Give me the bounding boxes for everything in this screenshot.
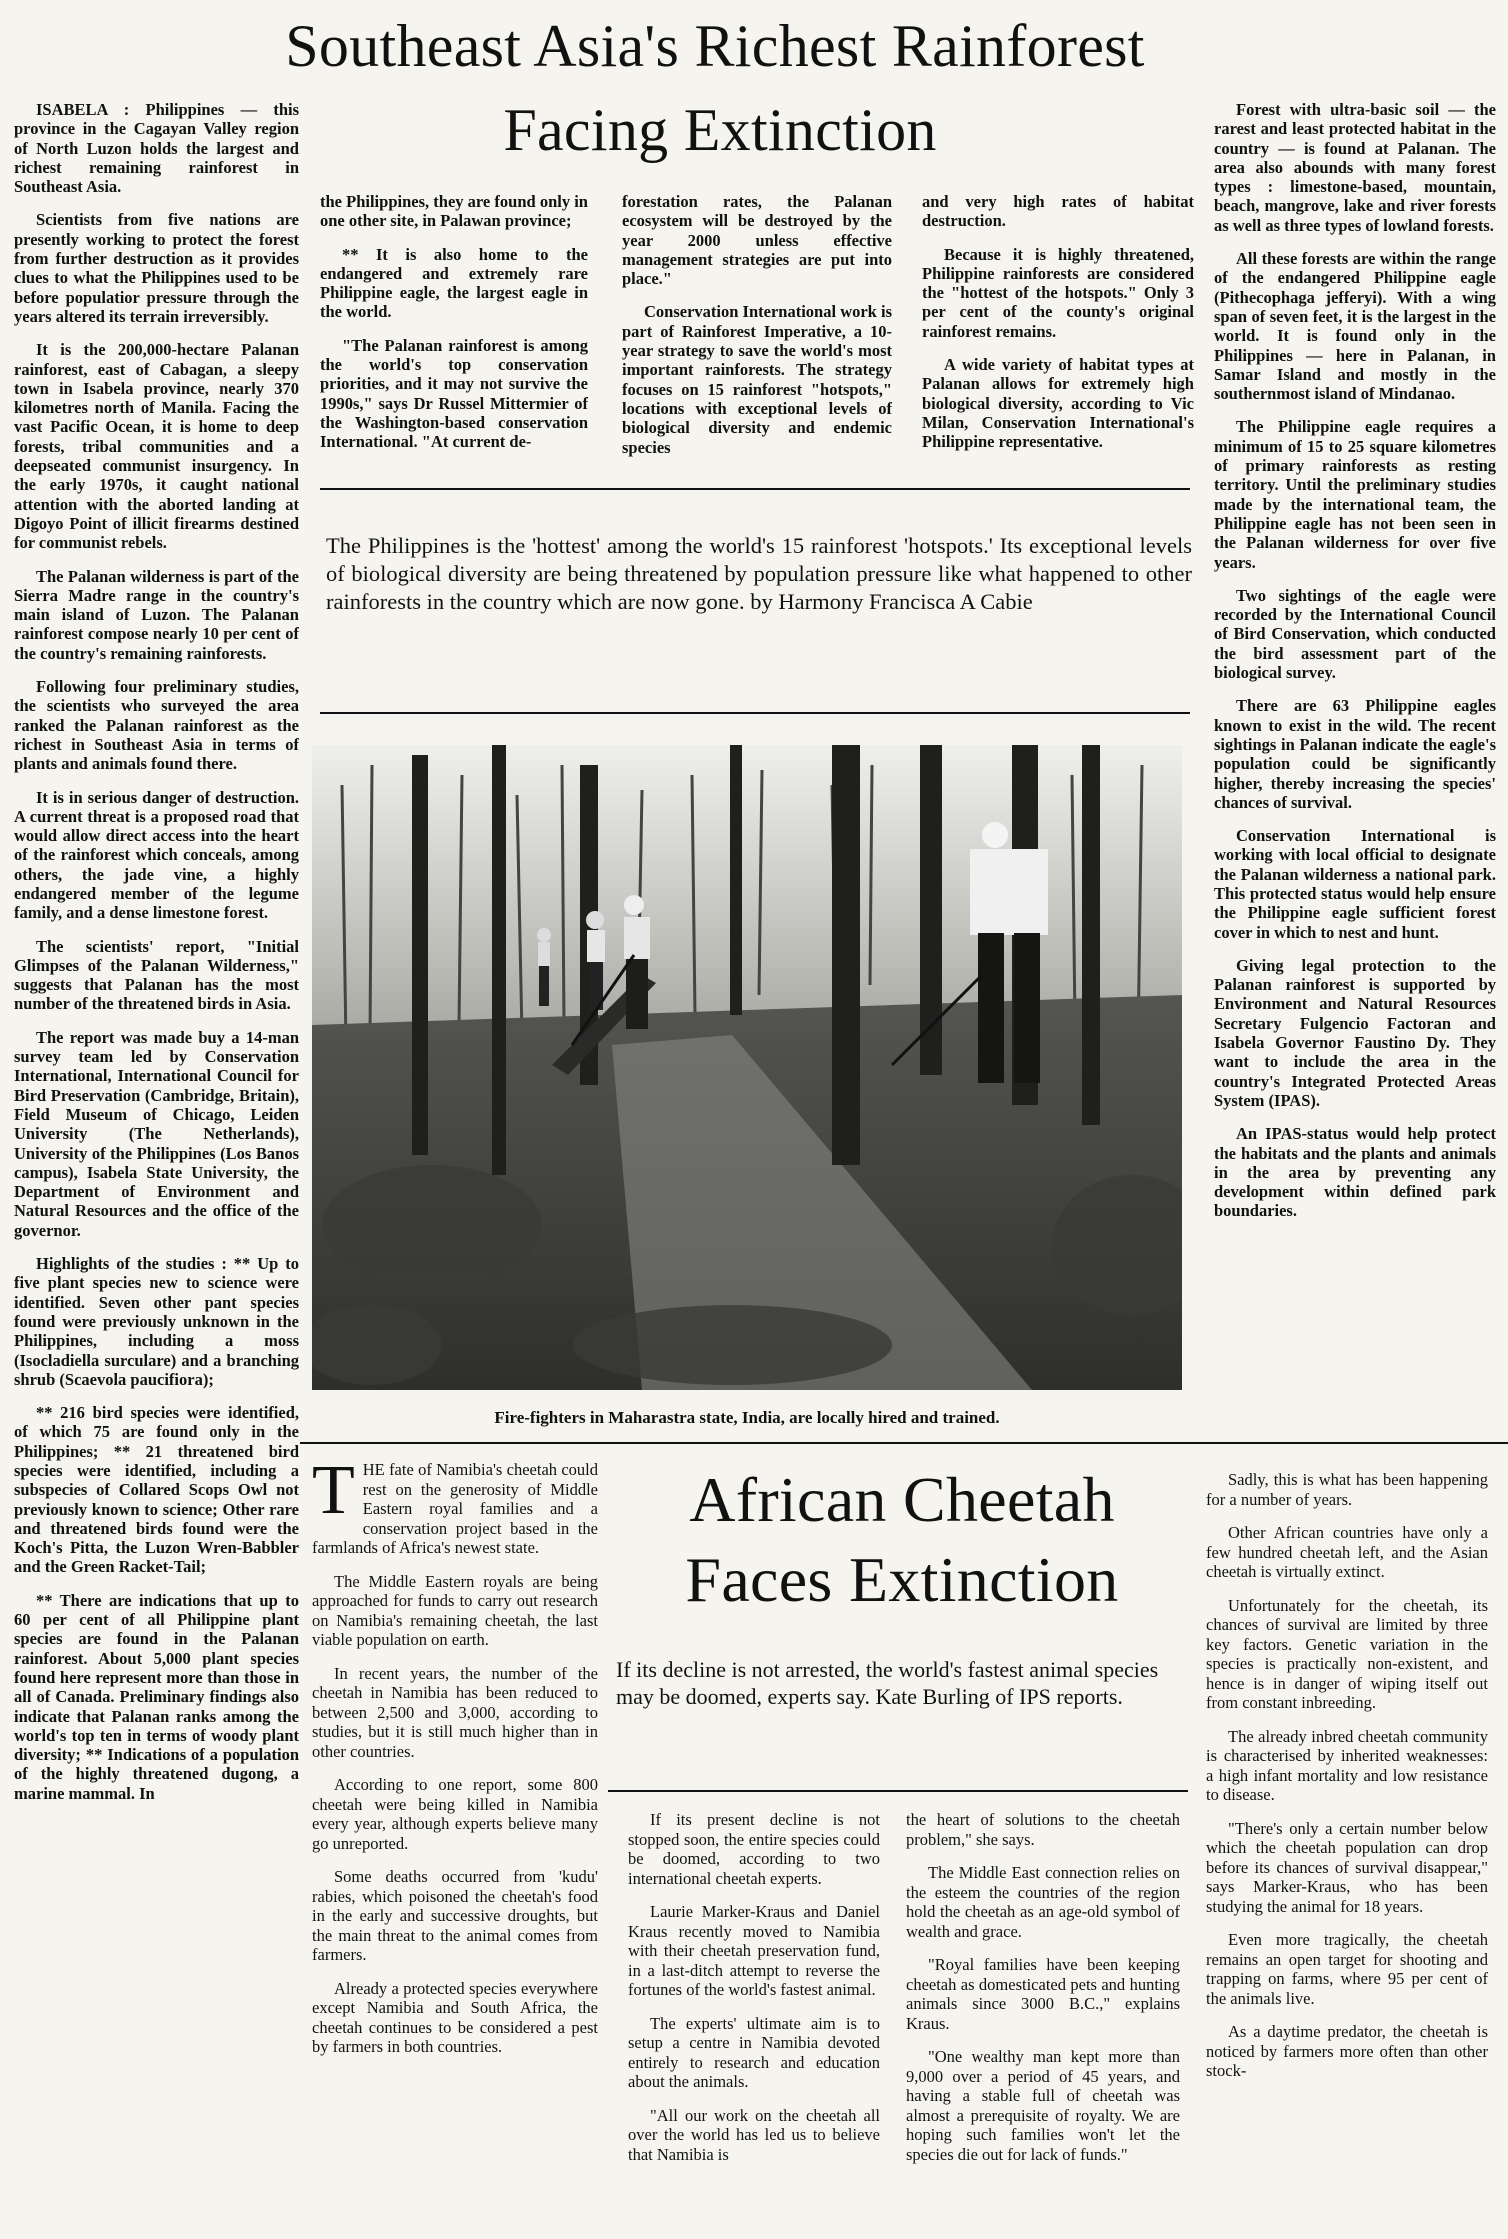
paragraph: Giving legal protection to the Palanan rainforest is supported by Environment and Natural Resources Secretary Fulgencio Factoran and Isabela Governor Faustino Dy. They want to include the area in the country's Integrated Protected Areas System (IPAS). — [1214, 955, 1496, 1110]
divider — [320, 712, 1190, 714]
paragraph: ** 216 bird species were identified, of which 75 are found only in the Philippines; ** 21 threatened bird species were identified, including a subspecies of Collared Scops Owl not previously known to science; Other rare and threatened birds found were the Koch's Pitta, the Luzon Wren-Babbler and the Green Racket-Tail; — [14, 1403, 299, 1577]
paragraph: The report was made buy a 14-man survey team led by Conservation International, International Council for Bird Preservation (Cambridge, Britain), Field Museum of Chicago, Leiden University (The Netherlands), University of the Philippines (Los Banos campus), Isabela State University, the Department of Environment and Natural Resources and the office of the governor. — [14, 1027, 299, 1240]
paragraph: Conservation International is working with local official to designate the Palanan wilderness a national park. This protected status would help ensure the Philippine eagle sufficient forest cover in which to nest and hunt. — [1214, 826, 1496, 942]
paragraph: Conservation International work is part of Rainforest Imperative, a 10-year strategy to save the world's most important rainforests. The strategy focuses on 15 rainforest "hotspots," locations with exceptional levels of biological diversity and endemic species — [622, 302, 892, 457]
paragraph: ** It is also home to the endangered and extremely rare Philippine eagle, the largest eagle in the world. — [320, 244, 588, 322]
photo-illustration — [312, 745, 1182, 1390]
article1-headline — [150, 14, 1280, 78]
paragraph: ISABELA : Philippines — this province in the Cagayan Valley region of North Luzon holds the largest and richest remaining rainforest in Southeast Asia. — [14, 100, 299, 197]
paragraph: Because it is highly threatened, Philippine rainforests are considered the "hottest of the hotspots." Only 3 per cent of the county's original rainforest remains. — [922, 244, 1194, 341]
photo-caption: Fire-fighters in Maharastra state, India, are locally hired and trained. — [494, 1408, 1000, 1427]
article2-headline — [612, 1460, 1192, 1620]
paragraph: the Philippines, they are found only in one other site, in Palawan province; — [320, 192, 588, 231]
divider — [320, 488, 1190, 490]
paragraph: Even more tragically, the cheetah remains an open target for shooting and trapping on farms, where 95 per cent of the animals live. — [1206, 1930, 1488, 2008]
forest-firefighters-photo — [312, 745, 1182, 1390]
paragraph: forestation rates, the Palanan ecosystem will be destroyed by the year 2000 unless effective management strategies are put into place." — [622, 192, 892, 289]
paragraph: The Philippine eagle requires a minimum of 15 to 25 square kilometres of primary rainforests as resting territory. Until the preliminary studies made by the international team, the Philippine eagle has not been seen in the Palanan wilderness for over five years. — [1214, 417, 1496, 572]
paragraph: Sadly, this is what has been happening for a number of years. — [1206, 1470, 1488, 1509]
article1-column-mid-2 — [622, 192, 892, 462]
dropcap: T — [312, 1460, 355, 1529]
paragraph: There are 63 Philippine eagles known to exist in the wild. The recent sightings in Palanan indicate the eagle's population could be significantly higher, thereby increasing the species' chances of survival. — [1214, 696, 1496, 812]
paragraph-text: HE fate of Namibia's cheetah could rest on the generosity of Middle Eastern royal families and a conservation project based in the farmlands of Africa's newest state. — [312, 1460, 598, 1557]
headline-line-2: Faces Extinction — [685, 1544, 1119, 1615]
paragraph: As a daytime predator, the cheetah is noticed by farmers more often than other stock- — [1206, 2022, 1488, 2080]
article1-column-right — [1214, 100, 1496, 1435]
paragraph: An IPAS-status would help protect the habitats and the plants and animals in the area by preventing any development within defined park boundaries. — [1214, 1124, 1496, 1221]
article1-column-mid-3 — [922, 192, 1194, 462]
paragraph: The Middle East connection relies on the esteem the countries of the region hold the cheetah as an age-old symbol of wealth and grace. — [906, 1863, 1180, 1941]
article2-column-b — [628, 1810, 880, 2239]
paragraph: All these forests are within the range of the endangered Philippine eagle (Pithecophaga jefferyi). With a wing span of seven feet, it is the largest in the world. It is found only in the Philippines — here in Palanan, in Samar Island and mostly in the southernmost island of Mindanao. — [1214, 249, 1496, 404]
paragraph: According to one report, some 800 cheetah were being killed in Namibia every year, although experts believe many go unreported. — [312, 1775, 598, 1853]
headline-line-1: Southeast Asia's Richest Rainforest — [285, 13, 1145, 79]
divider — [300, 1442, 1508, 1444]
paragraph: The Middle Eastern royals are being approached for funds to carry out research on Namibia's remaining cheetah, the last viable population on earth. — [312, 1571, 598, 1649]
article2-column-d — [1206, 1470, 1488, 2239]
paragraph: the heart of solutions to the cheetah problem," she says. — [906, 1810, 1180, 1849]
paragraph: "One wealthy man kept more than 9,000 over a period of 45 years, and having a stable full of cheetah was almost a prerequisite of royalty. We are hoping such families won't let the species die out for lack of funds." — [906, 2047, 1180, 2164]
article1-dek — [326, 532, 1192, 616]
paragraph: If its present decline is not stopped soon, the entire species could be doomed, according to two international cheetah experts. — [628, 1810, 880, 1888]
paragraph: It is the 200,000-hectare Palanan rainforest, east of Cabagan, a sleepy town in Isabela province, nearly 370 kilometres north of Manila. Facing the vast Pacific Ocean, it is home to deep forests, tribal communities and a deepseated communist insurgency. In the early 1970s, it caught national attention with the aborted landing at Digoyo Point of illicit firearms destined for communist rebels. — [14, 340, 299, 553]
dek-text: The Philippines is the 'hottest' among the world's 15 rainforest 'hotspots.' Its exceptional levels of biological diversity are being threatened by population pressure like what happened to other rainforests in the country which are now gone. — [326, 533, 1192, 614]
paragraph: "All our work on the cheetah all over the world has led us to believe that Namibia is — [628, 2105, 880, 2164]
divider — [608, 1790, 1188, 1792]
byline: by Harmony Francisca A Cabie — [750, 589, 1033, 614]
paragraph: Highlights of the studies : ** Up to five plant species new to science were identified. Seven other pant species found were previously unknown in the Philippines, including a moss (Isocladiella surculare) and a branching shrub (Scaevola paucifiora); — [14, 1254, 299, 1389]
paragraph: The scientists' report, "Initial Glimpses of the Palanan Wilderness," suggests that Palanan has the most number of the threatened birds in Asia. — [14, 936, 299, 1014]
paragraph: Two sightings of the eagle were recorded by the International Council of Bird Conservation, which conducted the bird assessment part of the biological survey. — [1214, 585, 1496, 683]
article1-column-mid-1 — [320, 192, 588, 462]
paragraph: Laurie Marker-Kraus and Daniel Kraus recently moved to Namibia with their cheetah preservation fund, in a last-ditch attempt to reverse the fortunes of the world's fastest animal. — [628, 1902, 880, 1999]
paragraph: and very high rates of habitat destruction. — [922, 192, 1194, 231]
article2-column-c — [906, 1810, 1180, 2239]
paragraph: "The Palanan rainforest is among the world's top conservation priorities, and it may not survive the 1990s," says Dr Russel Mittermier of the Washington-based conservation International. "At current de- — [320, 335, 588, 452]
paragraph: The Palanan wilderness is part of the Sierra Madre range in the country's main island of Luzon. The Palanan rainforest compose nearly 10 per cent of the country's remaining rainforests. — [14, 566, 299, 663]
paragraph: Unfortunately for the cheetah, its chances of survival are limited by three key factors. Genetic variation in the species is practically non-existent, and hence is in danger of wiping itself out from constant inbreeding. — [1206, 1595, 1488, 1712]
paragraph: ** There are indications that up to 60 per cent of all Philippine plant species are found in the Palanan rainforest. About 5,000 plant species found here represent more than those in all of Canada. Preliminary findings also indicate that Palanan ranks among the world's top ten in terms of woody plant diversity; ** Indications of a population of the highly threatened dugong, a marine mammal. In — [14, 1590, 299, 1803]
paragraph: Scientists from five nations are presently working to protect the forest from further destruction as it provides clues to what the Philippines used to be before populatior pressure through the years altered its terrain irreversibly. — [14, 210, 299, 326]
article1-headline-line-2: Facing Extinction — [503, 97, 937, 163]
paragraph: The already inbred cheetah community is characterised by inherited weaknesses: a high infant mortality and low resistance to disease. — [1206, 1726, 1488, 1804]
paragraph: It is in serious danger of destruction. A current threat is a proposed road that would allow direct access into the heart of the rainforest which conceals, among others, the jade vine, a highly endangered member of the legume family, and a dense limestone forest. — [14, 787, 299, 923]
paragraph: Some deaths occurred from 'kudu' rabies, which poisoned the cheetah's food in the early and successive droughts, but the main threat to the animal comes from farmers. — [312, 1867, 598, 1964]
paragraph — [312, 1460, 598, 1558]
paragraph: "Royal families have been keeping cheetah as domesticated pets and hunting animals since 3000 B.C.," explains Kraus. — [906, 1955, 1180, 2033]
paragraph: Already a protected species everywhere except Namibia and South Africa, the cheetah continues to be considered a pest by farmers in both countries. — [312, 1978, 598, 2056]
paragraph: Forest with ultra-basic soil — the rarest and least protected habitat in the country — is found at Palanan. The area also abounds with many forest types : limestone-based, mountain, beach, mangrove, lake and river forests as well as three types of lowland forests. — [1214, 100, 1496, 235]
article2-column-a — [312, 1460, 598, 2239]
paragraph: The experts' ultimate aim is to setup a centre in Namibia devoted entirely to research and education about the animals. — [628, 2013, 880, 2091]
headline-line-1: African Cheetah — [689, 1464, 1115, 1535]
paragraph: Following four preliminary studies, the scientists who surveyed the area ranked the Palanan rainforest as the richest in Southeast Asia in terms of plants and animals found there. — [14, 677, 299, 774]
paragraph: A wide variety of habitat types at Palanan allows for extremely high biological diversity, according to Vic Milan, Conservation International's Philippine representative. — [922, 355, 1194, 452]
article2-dek: If its decline is not arrested, the world's fastest animal species may be doomed, experts say. Kate Burling of IPS reports. — [616, 1657, 1159, 1709]
paragraph: In recent years, the number of the cheetah in Namibia has been reduced to between 2,500 and 3,000, according to studies, but it is still much higher than in other countries. — [312, 1663, 598, 1761]
paragraph: "There's only a certain number below which the cheetah population can drop before its chances of survival disappear," says Marker-Kraus, who has been studying the animal for 18 years. — [1206, 1818, 1488, 1916]
paragraph: Other African countries have only a few hundred cheetah left, and the Asian cheetah is virtually extinct. — [1206, 1523, 1488, 1581]
article1-column-left — [14, 100, 299, 2239]
